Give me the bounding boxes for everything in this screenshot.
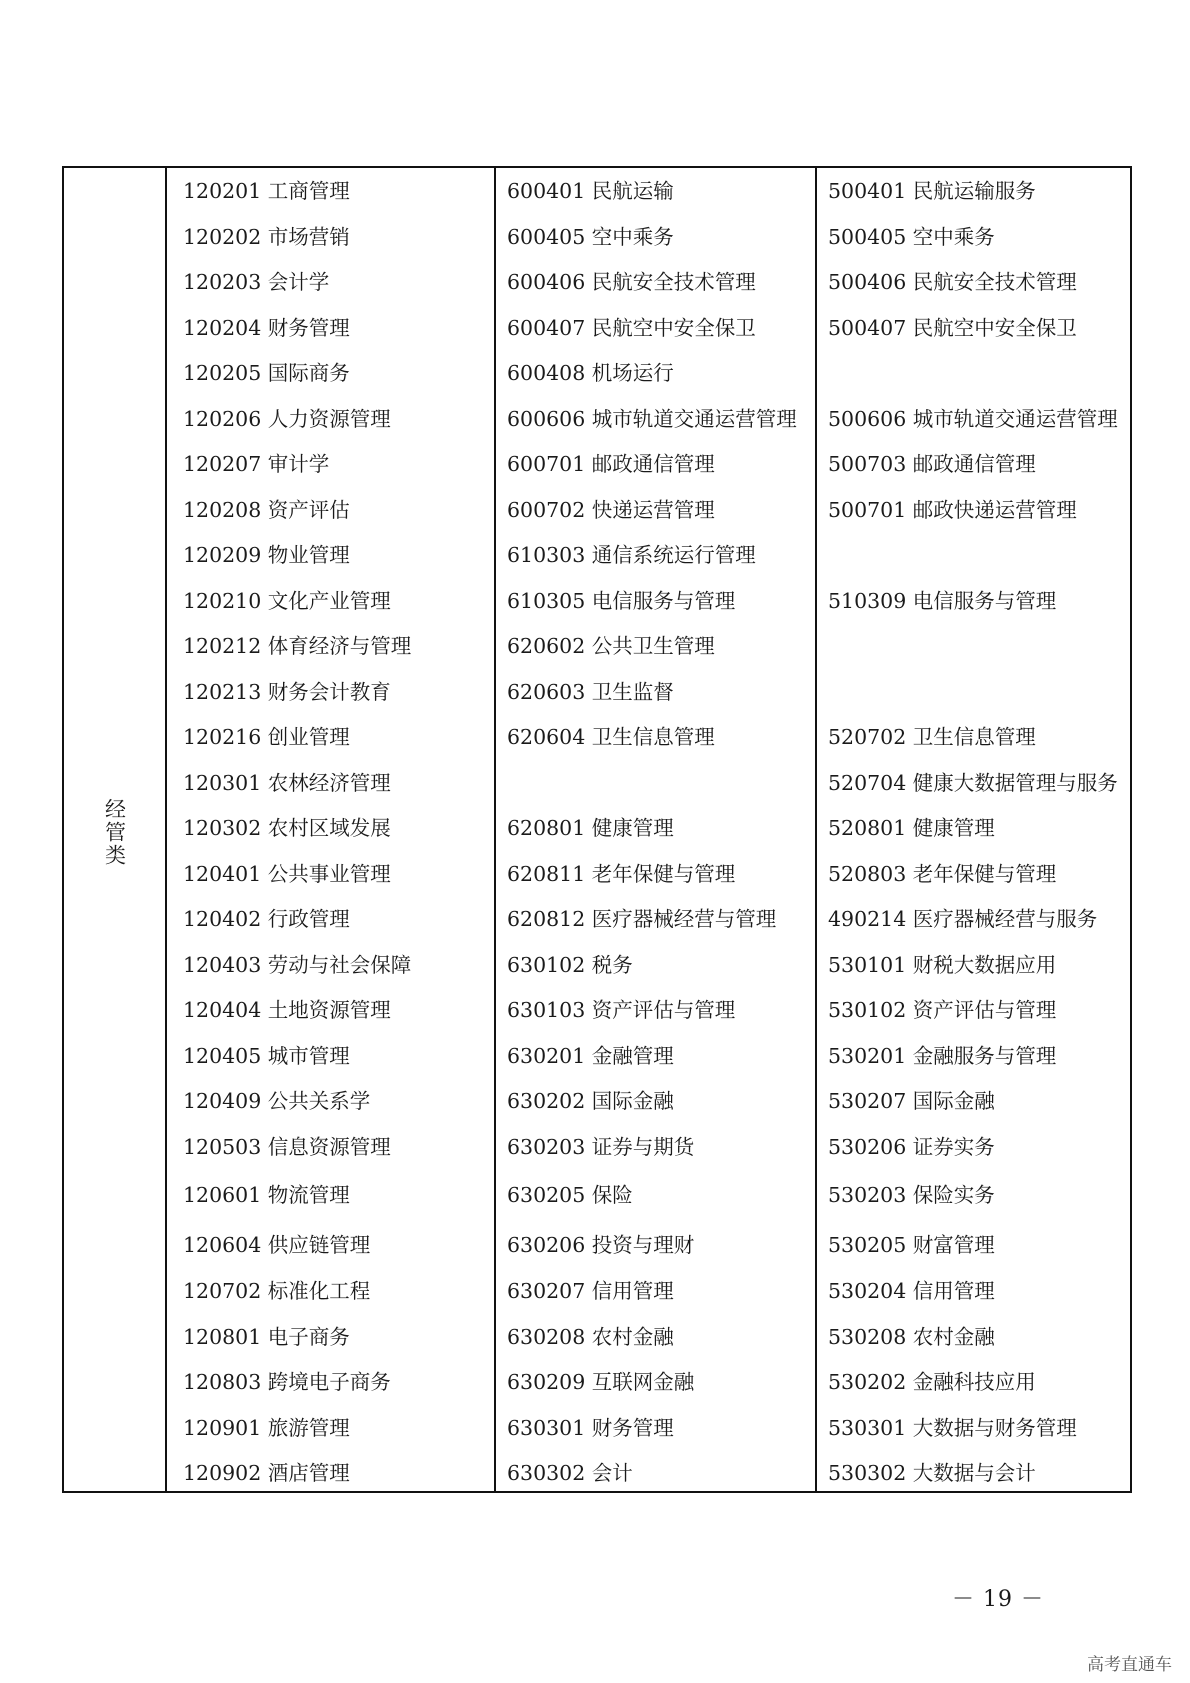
table-cell: 120209 物业管理 (183, 543, 350, 567)
table-cell: 120902 酒店管理 (183, 1461, 350, 1485)
table-cell: 500405 空中乘务 (828, 224, 995, 249)
table-cell: 500703 邮政通信管理 (828, 452, 1036, 476)
table-cell: 120212 体育经济与管理 (183, 634, 412, 658)
table-cell: 530101 财税大数据应用 (828, 952, 1057, 977)
table-cell: 530301 大数据与财务管理 (828, 1415, 1077, 1440)
table-cell: 600401 民航运输 (507, 179, 674, 203)
table-cell: 120302 农村区域发展 (183, 816, 391, 840)
table-cell: 530203 保险实务 (828, 1183, 995, 1207)
table-cell: 630201 金融管理 (507, 1043, 674, 1068)
table-cell: 120404 土地资源管理 (183, 998, 391, 1022)
undergraduate-major-column (167, 168, 496, 1491)
table-cell (828, 624, 1130, 670)
table-cell: 530201 金融服务与管理 (828, 1043, 1057, 1068)
table-cell: 530102 资产评估与管理 (828, 998, 1057, 1022)
table-cell: 120503 信息资源管理 (183, 1134, 391, 1159)
table-cell: 490214 医疗器械经营与服务 (828, 907, 1098, 931)
table-cell: 620812 医疗器械经营与管理 (507, 907, 777, 931)
table-cell: 120213 财务会计教育 (183, 679, 391, 704)
table-cell: 620801 健康管理 (507, 816, 674, 840)
table-cell (828, 351, 1130, 397)
table-cell: 120203 会计学 (183, 270, 330, 294)
table-cell (828, 670, 1130, 716)
table-cell: 600407 民航空中安全保卫 (507, 315, 756, 340)
table-cell: 120604 供应链管理 (183, 1232, 371, 1257)
table-cell: 120901 旅游管理 (183, 1415, 350, 1440)
table-cell: 630205 保险 (507, 1183, 633, 1207)
table-cell: 120206 人力资源管理 (183, 406, 391, 431)
table-cell: 610305 电信服务与管理 (507, 588, 736, 613)
table-cell: 620602 公共卫生管理 (507, 634, 715, 658)
table-cell: 500606 城市轨道交通运营管理 (828, 406, 1118, 431)
table-cell: 120401 公共事业管理 (183, 861, 391, 886)
table-cell: 630207 信用管理 (507, 1279, 674, 1303)
table-cell: 530302 大数据与会计 (828, 1461, 1036, 1485)
table-cell: 120205 国际商务 (183, 361, 350, 385)
table-cell: 120204 财务管理 (183, 315, 350, 340)
table-cell: 120402 行政管理 (183, 907, 350, 931)
table-cell: 600606 城市轨道交通运营管理 (507, 406, 797, 431)
table-cell: 120202 市场营销 (183, 224, 350, 249)
table-cell: 520803 老年保健与管理 (828, 861, 1057, 886)
table-cell: 120301 农林经济管理 (183, 770, 391, 795)
table-cell: 500406 民航安全技术管理 (828, 270, 1077, 294)
table-cell: 630301 财务管理 (507, 1415, 674, 1440)
table-cell: 630203 证券与期货 (507, 1134, 695, 1159)
table-cell (507, 761, 815, 807)
table-cell: 500401 民航运输服务 (828, 179, 1036, 203)
table-cell: 120702 标准化工程 (183, 1279, 371, 1303)
table-cell: 600406 民航安全技术管理 (507, 270, 756, 294)
table-cell: 630209 互联网金融 (507, 1370, 695, 1394)
table-cell: 600408 机场运行 (507, 361, 674, 385)
table-cell: 500407 民航空中安全保卫 (828, 315, 1077, 340)
table-cell: 630202 国际金融 (507, 1089, 674, 1113)
table-cell: 120601 物流管理 (183, 1183, 350, 1207)
table-cell: 120201 工商管理 (183, 179, 350, 203)
table-cell: 520801 健康管理 (828, 816, 995, 840)
table-cell: 530205 财富管理 (828, 1232, 995, 1257)
category-label: 经管类 (102, 798, 127, 867)
table-cell: 120210 文化产业管理 (183, 588, 391, 613)
table-cell: 530207 国际金融 (828, 1089, 995, 1113)
table-cell: 120409 公共关系学 (183, 1089, 371, 1113)
table-cell: 120207 审计学 (183, 452, 330, 476)
page-number: － 19 － (952, 1587, 1044, 1612)
table-cell: 120801 电子商务 (183, 1324, 350, 1349)
table-cell: 630302 会计 (507, 1461, 633, 1485)
table-cell: 520702 卫生信息管理 (828, 725, 1036, 749)
table-cell: 600702 快递运营管理 (507, 497, 715, 522)
category-cell (64, 168, 167, 1491)
table-cell: 630102 税务 (507, 952, 633, 977)
table-cell: 120208 资产评估 (183, 497, 350, 522)
table-cell: 620604 卫生信息管理 (507, 725, 715, 749)
table-cell: 620603 卫生监督 (507, 679, 674, 704)
table-cell: 120403 劳动与社会保障 (183, 952, 412, 977)
table-cell: 510309 电信服务与管理 (828, 588, 1057, 613)
watermark: 高考直通车 (1087, 1655, 1172, 1675)
table-cell: 600405 空中乘务 (507, 224, 674, 249)
table-cell: 630103 资产评估与管理 (507, 998, 736, 1022)
table-cell: 530206 证券实务 (828, 1134, 995, 1159)
table-cell: 610303 通信系统运行管理 (507, 543, 756, 567)
table-cell: 600701 邮政通信管理 (507, 452, 715, 476)
secondary-vocational-major-column (817, 168, 1130, 1491)
table-cell: 530208 农村金融 (828, 1324, 995, 1349)
table-cell: 630208 农村金融 (507, 1324, 674, 1349)
vocational-major-column (496, 168, 817, 1491)
table-cell: 620811 老年保健与管理 (507, 861, 736, 886)
table-cell: 520704 健康大数据管理与服务 (828, 770, 1118, 795)
table-cell (828, 533, 1130, 579)
table-cell: 530204 信用管理 (828, 1279, 995, 1303)
table-cell: 630206 投资与理财 (507, 1232, 695, 1257)
major-mapping-table (62, 166, 1132, 1493)
table-cell: 120216 创业管理 (183, 725, 350, 749)
table-cell: 500701 邮政快递运营管理 (828, 497, 1077, 522)
table-cell: 120803 跨境电子商务 (183, 1370, 391, 1394)
table-cell: 530202 金融科技应用 (828, 1370, 1036, 1394)
table-cell: 120405 城市管理 (183, 1043, 350, 1068)
